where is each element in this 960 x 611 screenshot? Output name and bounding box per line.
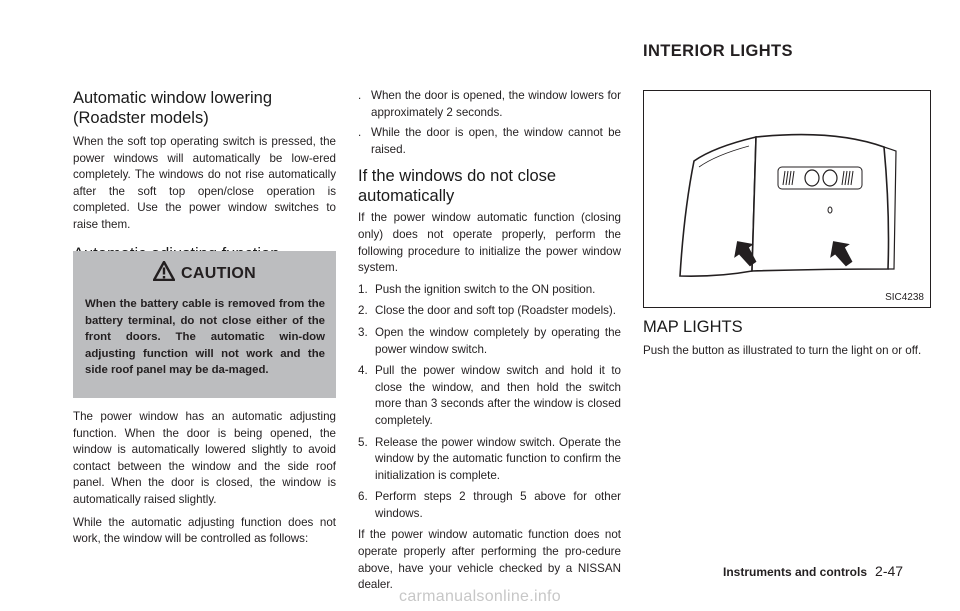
section-title: INTERIOR LIGHTS xyxy=(643,42,793,60)
paragraph-closing: If the power window automatic function does not operate properly after performing the pro-cedure above, have your vehicle checked by a NISSAN dealer. xyxy=(358,528,621,592)
caution-box xyxy=(73,251,336,398)
watermark: carmanualsonline.info xyxy=(399,588,561,605)
paragraph-soft-top: When the soft top operating switch is pressed, the power windows will automatically be low-ered completely. The windows do not rise automatically after the soft top open/close operation is completed. Use the power window switches to raise them. xyxy=(73,135,336,231)
left-column-lower xyxy=(73,409,336,548)
page-footer xyxy=(723,563,903,579)
paragraph-map-lights: Push the button as illustrated to turn the light on or off. xyxy=(643,344,922,357)
paragraph-adjusting: The power window has an automatic adjusting function. When the door is being opened, the window is automatically lowered slightly to avoid contact between the window and the side roof panel. When the door is closed, the window is automatically raised slightly. xyxy=(73,410,336,506)
steps-list xyxy=(358,282,621,523)
list-item: . While the door is open, the window cannot be raised. xyxy=(358,126,621,156)
paragraph-intro: If the power window automatic function (closing only) does not operate properly, perform the following procedure to initialize the power window system. xyxy=(358,211,621,275)
left-column xyxy=(73,88,336,264)
step-item: 5. Release the power window switch. Operate the window by the automatic function to confirm the initialization is complete. xyxy=(358,435,621,482)
figure-code: SIC4238 xyxy=(885,292,924,303)
step-item: 4. Pull the power window switch and hold it to close the window, and then hold the switch more than 3 seconds after the window is closed completely. xyxy=(358,364,621,427)
heading-window-lowering: Automatic window lowering (Roadster models) xyxy=(73,89,273,127)
warning-icon xyxy=(153,261,175,281)
map-light-illustration xyxy=(644,91,930,307)
map-light-figure xyxy=(643,90,931,308)
step-item: 2. Close the door and soft top (Roadster models). xyxy=(358,304,617,318)
list-item: . When the door is opened, the window lowers for approximately 2 seconds. xyxy=(358,89,621,119)
caution-text: When the battery cable is removed from the battery terminal, do not close either of the front doors. The automatic win-dow adjusting function will not work and the side roof panel may be da-maged. xyxy=(85,298,325,376)
right-column xyxy=(643,317,933,360)
page-number: 2-47 xyxy=(875,563,904,579)
bullet-marker: . xyxy=(358,126,362,140)
step-item: 3. Open the window completely by operating the power window switch. xyxy=(358,325,621,356)
paragraph-controlled: While the automatic adjusting function does not work, the window will be controlled as follows: xyxy=(73,515,336,546)
footer-section: Instruments and controls xyxy=(723,565,868,579)
bullet-marker: . xyxy=(358,89,362,102)
heading-windows-not-close: If the windows do not close automatically xyxy=(358,167,557,206)
middle-column xyxy=(358,88,621,594)
caution-header xyxy=(73,261,336,283)
caution-title: CAUTION xyxy=(181,265,256,282)
step-item: 1. Push the ignition switch to the ON position. xyxy=(358,282,596,296)
bullet-list xyxy=(358,88,621,158)
heading-map-lights: MAP LIGHTS xyxy=(643,318,743,336)
step-item: 6. Perform steps 2 through 5 above for other windows. xyxy=(358,490,621,520)
